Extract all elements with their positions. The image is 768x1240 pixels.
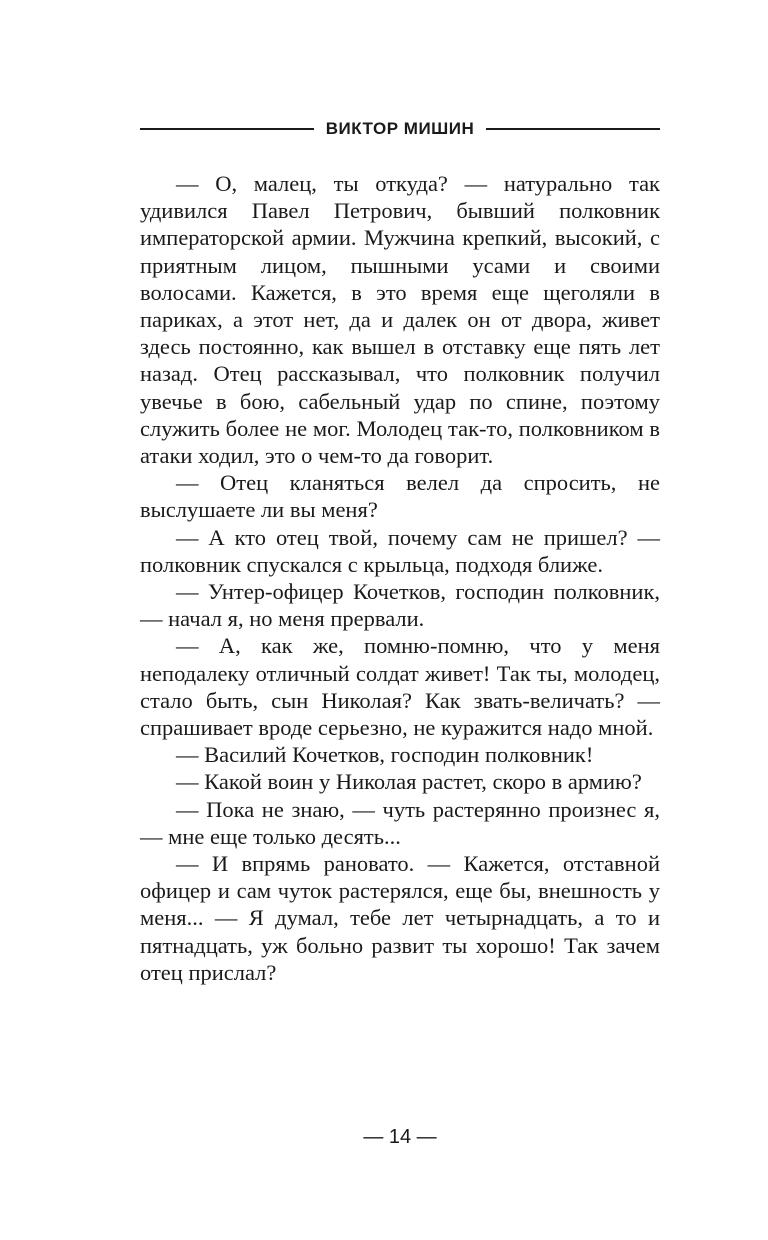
- paragraph: — Отец кланяться велел да спросить, не выслушаете ли вы меня?: [140, 470, 660, 523]
- paragraph: — Унтер-офицер Кочетков, господин полковник, — начал я, но меня прервали.: [140, 579, 660, 632]
- header-rule-right: [486, 128, 660, 130]
- running-header: [140, 112, 660, 146]
- author-name: ВИКТОР МИШИН: [325, 119, 475, 138]
- paragraph: — Василий Кочетков, господин полковник!: [176, 742, 594, 768]
- paragraph: — О, малец, ты откуда? — натурально так удивился Павел Петрович, бывший полковник императорской армии. Мужчина крепкий, высокий, с приятным лицом, пышными усами и своими волосами. Кажется, в это время еще щеголяли в париках, а этот нет, да и далек он от двора, живет здесь постоянно, как вышел в отставку еще пять лет назад. Отец рассказывал, что полковник получил увечье в бою, сабельный удар по спине, поэтому служить более не мог. Молодец так-то, полковником в атаки ходил, это о чем-то да говорит.: [140, 171, 660, 469]
- page-number: — 14 —: [363, 1126, 437, 1148]
- paragraph: — И впрямь рановато. — Кажется, отставной офицер и сам чуток растерялся, еще бы, внешность у меня... — Я думал, тебе лет четырнадцать, а то и пятнадцать, уж больно развит ты хорошо! Так зачем отец прислал?: [140, 851, 660, 985]
- header-rule-left: [140, 128, 314, 130]
- paragraph: — А, как же, помню-помню, что у меня неподалеку отличный солдат живет! Так ты, молодец, стало быть, сын Николая? Как звать-величать? — спрашивает вроде серьезно, не куражится надо мной.: [140, 633, 660, 741]
- paragraph: — Пока не знаю, — чуть растерянно произнес я, — мне еще только десять...: [140, 796, 660, 849]
- body-text: [140, 170, 660, 986]
- paragraph: — А кто отец твой, почему сам не пришел? — полковник спускался с крыльца, подходя ближе.: [140, 524, 660, 577]
- paragraph: — Какой воин у Николая растет, скоро в армию?: [176, 769, 642, 795]
